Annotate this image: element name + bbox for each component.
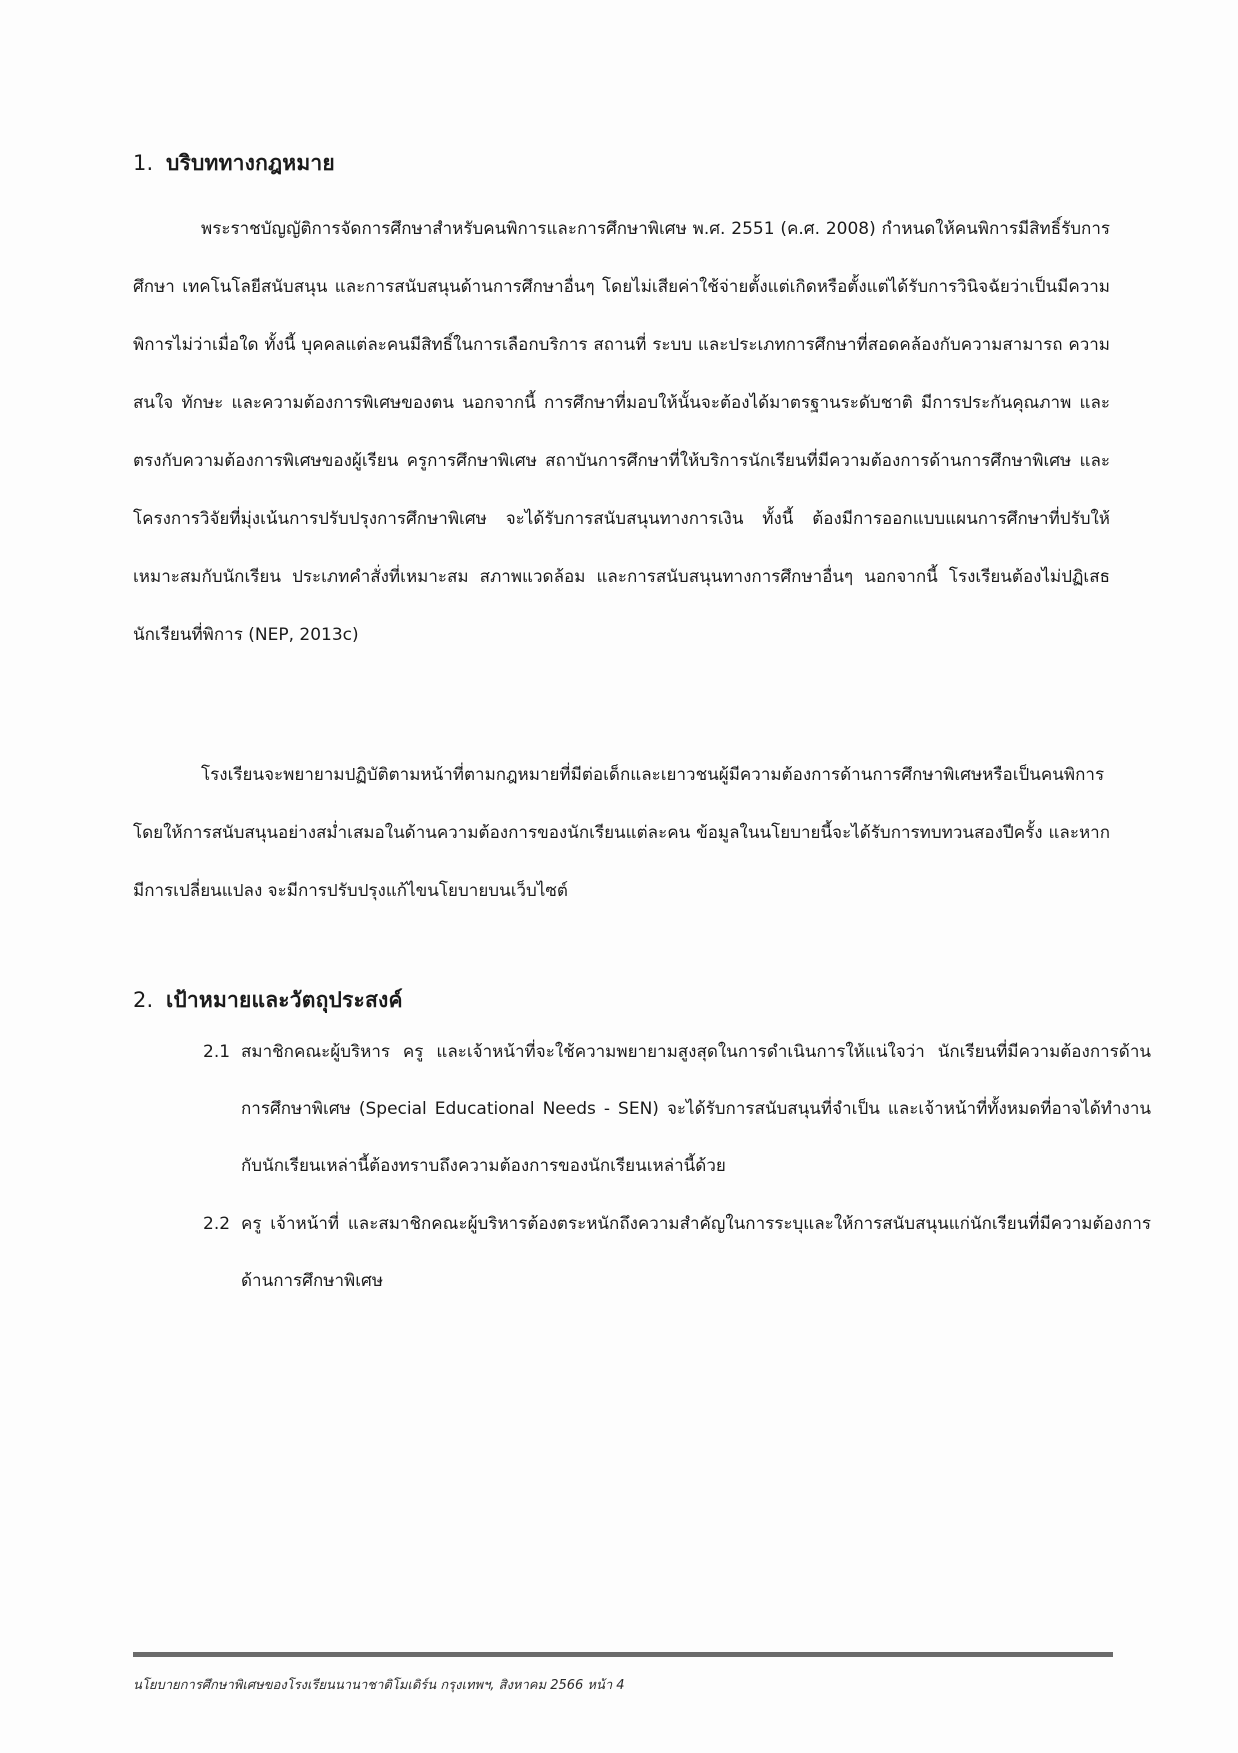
section-2-title: เป้าหมายและวัตถุประสงค์ <box>166 988 403 1012</box>
list-item-2-2 <box>203 1196 1151 1310</box>
section-2-number: 2. <box>133 988 154 1012</box>
section-2-heading <box>133 984 403 1017</box>
list-item-text: สมาชิกคณะผู้บริหาร ครู และเจ้าหน้าที่จะใช้ความพยายามสูงสุดในการดำเนินการให้แน่ใจว่า นักเรียนที่มีความต้องการด้านการศึกษาพิเศษ (Special Educational Needs - SEN) จะได้รับการสนับสนุนที่จำเป็น และเจ้าหน้าที่ทั้งหมดที่อาจได้ทำงานกับนักเรียนเหล่านี้ต้องทราบถึงความต้องการของนักเรียนเหล่านี้ด้วย <box>241 1042 1151 1176</box>
section-1-number: 1. <box>133 151 154 175</box>
footer-divider <box>133 1652 1113 1657</box>
list-item-number: 2.2 <box>203 1214 231 1234</box>
section-1-title: บริบททางกฎหมาย <box>166 151 335 175</box>
list-item-number: 2.1 <box>203 1042 231 1062</box>
section-1-heading <box>133 147 335 180</box>
section-1-paragraph-1: พระราชบัญญัติการจัดการศึกษาสำหรับคนพิการและการศึกษาพิเศษ พ.ศ. 2551 (ค.ศ. 2008) กำหนดให้คนพิการมีสิทธิ์รับการศึกษา เทคโนโลยีสนับสนุน และการสนับสนุนด้านการศึกษาอื่นๆ โดยไม่เสียค่าใช้จ่ายตั้งแต่เกิดหรือตั้งแต่ได้รับการวินิจฉัยว่าเป็นมีความพิการไม่ว่าเมื่อใด ทั้งนี้ บุคคลแต่ละคนมีสิทธิ์ในการเลือกบริการ สถานที่ ระบบ และประเภทการศึกษาที่สอดคล้องกับความสามารถ ความสนใจ ทักษะ และความต้องการพิเศษของตน นอกจากนี้ การศึกษาที่มอบให้นั้นจะต้องได้มาตรฐานระดับชาติ มีการประกันคุณภาพ และตรงกับความต้องการพิเศษของผู้เรียน ครูการศึกษาพิเศษ สถาบันการศึกษาที่ให้บริการนักเรียนที่มีความต้องการด้านการศึกษาพิเศษ และโครงการวิจัยที่มุ่งเน้นการปรับปรุงการศึกษาพิเศษ จะได้รับการสนับสนุนทางการเงิน ทั้งนี้ ต้องมีการออกแบบแผนการศึกษาที่ปรับให้เหมาะสมกับนักเรียน ประเภทคำสั่งที่เหมาะสม สภาพแวดล้อม และการสนับสนุนทางการศึกษาอื่นๆ นอกจากนี้ โรงเรียนต้องไม่ปฏิเสธนักเรียนที่พิการ (NEP, 2013c) <box>133 219 1110 645</box>
section-1-paragraph-2: โรงเรียนจะพยายามปฏิบัติตามหน้าที่ตามกฎหมายที่มีต่อเด็กและเยาวชนผู้มีความต้องการด้านการศึกษาพิเศษหรือเป็นคนพิการ โดยให้การสนับสนุนอย่างสม่ำเสมอในด้านความต้องการของนักเรียนแต่ละคน ข้อมูลในนโยบายนี้จะได้รับการทบทวนสองปีครั้ง และหากมีการเปลี่ยนแปลง จะมีการปรับปรุงแก้ไขนโยบายบนเว็บไซต์ <box>133 765 1110 901</box>
page-footer: นโยบายการศึกษาพิเศษของโรงเรียนนานาชาติโมเดิร์น กรุงเทพฯ, สิงหาคม 2566 หน้า 4 <box>133 1678 625 1693</box>
list-item-2-1 <box>203 1024 1151 1195</box>
list-item-text: ครู เจ้าหน้าที่ และสมาชิกคณะผู้บริหารต้องตระหนักถึงความสำคัญในการระบุและให้การสนับสนุนแก่นักเรียนที่มีความต้องการด้านการศึกษาพิเศษ <box>241 1214 1151 1291</box>
